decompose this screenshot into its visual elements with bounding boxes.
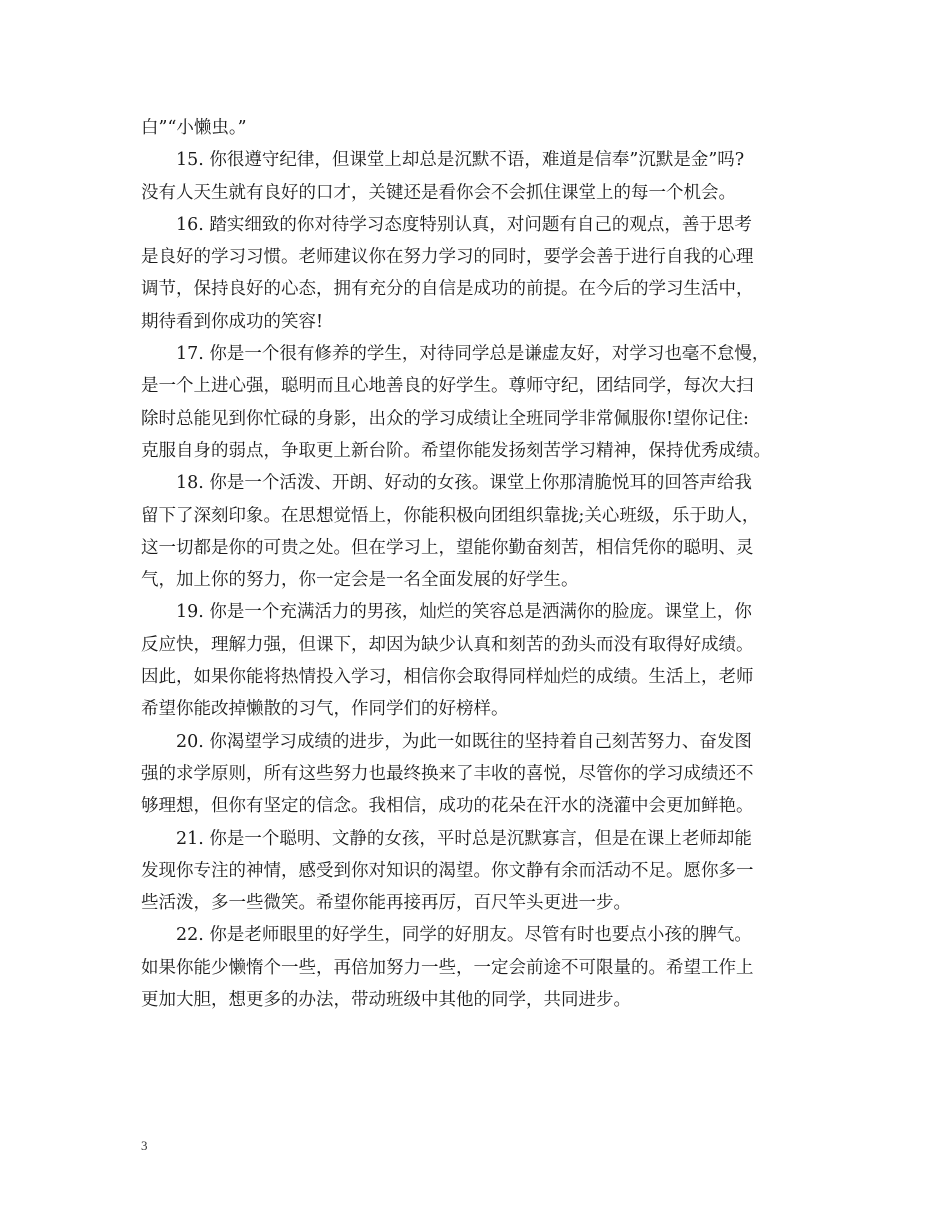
text-line: 没有人天生就有良好的口才，关键还是看你会不会抓住课堂上的每一个机会。 (141, 182, 736, 203)
text-line: 是良好的学习习惯。老师建议你在努力学习的同时，要学会善于进行自我的心理 (141, 247, 754, 268)
text-line: 因此，如果你能将热情投入学习，相信你会取得同样灿烂的成绩。生活上，老师 (141, 667, 754, 688)
text-line: 克服自身的弱点，争取更上新台阶。希望你能发扬刻苦学习精神，保持优秀成绩。 (141, 440, 771, 461)
text-line: 强的求学原则，所有这些努力也最终换来了丰收的喜悦，尽管你的学习成绩还不 (141, 763, 754, 784)
document-body (141, 112, 811, 1016)
text-line: 期待看到你成功的笑容! (141, 311, 324, 332)
text-line: 反应快，理解力强，但课下，却因为缺少认真和刻苦的劲头而没有取得好成绩。 (141, 634, 754, 655)
text-line: 留下了深刻印象。在思想觉悟上，你能积极向团组织靠拢;关心班级，乐于助人， (141, 505, 760, 526)
paragraph-15 (141, 144, 811, 209)
text-line: 17. 你是一个很有修养的学生，对待同学总是谦虚友好，对学习也毫不怠慢， (176, 344, 770, 365)
text-line: 这一切都是你的可贵之处。但在学习上，望能你勤奋刻苦，相信凭你的聪明、灵 (141, 537, 754, 558)
text-line: 20. 你渴望学习成绩的进步，为此一如既往的坚持着自己刻苦努力、奋发图 (176, 731, 752, 752)
paragraph-20 (141, 726, 811, 823)
paragraph-21 (141, 823, 811, 920)
text-line: 气，加上你的努力，你一定会是一名全面发展的好学生。 (141, 570, 579, 591)
text-line: 如果你能少懒惰个一些，再倍加努力一些，一定会前途不可限量的。希望工作上 (141, 957, 754, 978)
text-line: 除时总能见到你忙碌的身影，出众的学习成绩让全班同学非常佩服你!望你记住: (141, 408, 749, 429)
text-line: 21. 你是一个聪明、文静的女孩，平时总是沉默寡言，但是在课上老师却能 (176, 828, 752, 849)
paragraph-22 (141, 919, 811, 1016)
text-line: 白”“小懒虫。” (141, 118, 247, 138)
page-number: 3 (141, 1138, 148, 1153)
text-line: 希望你能改掉懒散的习气，作同学们的好榜样。 (141, 699, 509, 720)
text-line: 些活泼，多一些微笑。希望你能再接再厉，百尺竿头更进一步。 (141, 893, 631, 914)
paragraph-18 (141, 467, 811, 596)
text-line: 19. 你是一个充满活力的男孩，灿烂的笑容总是洒满你的脸庞。课堂上，你 (176, 602, 752, 623)
text-line: 22. 你是老师眼里的好学生，同学的好朋友。尽管有时也要点小孩的脾气。 (176, 925, 752, 946)
text-line: 18. 你是一个活泼、开朗、好动的女孩。课堂上你那清脆悦耳的回答声给我 (176, 473, 752, 494)
text-line: 16. 踏实细致的你对待学习态度特别认真，对问题有自己的观点，善于思考 (176, 214, 752, 235)
text-line: 15. 你很遵守纪律，但课堂上却总是沉默不语，难道是信奉”沉默是金”吗? (176, 150, 745, 171)
text-line: 调节，保持良好的心态，拥有充分的自信是成功的前提。在今后的学习生活中， (141, 279, 754, 300)
text-line: 发现你专注的神情，感受到你对知识的渴望。你文静有余而活动不足。愿你多一 (141, 860, 754, 881)
text-line: 是一个上进心强，聪明而且心地善良的好学生。尊师守纪，团结同学，每次大扫 (141, 376, 754, 397)
paragraph-17 (141, 338, 811, 467)
paragraph-16 (141, 209, 811, 338)
text-line: 够理想，但你有坚定的信念。我相信，成功的花朵在汗水的浇灌中会更加鲜艳。 (141, 796, 754, 817)
paragraph-14-tail (141, 112, 811, 144)
text-line: 更加大胆，想更多的办法，带动班级中其他的同学，共同进步。 (141, 990, 631, 1011)
paragraph-19 (141, 596, 811, 725)
